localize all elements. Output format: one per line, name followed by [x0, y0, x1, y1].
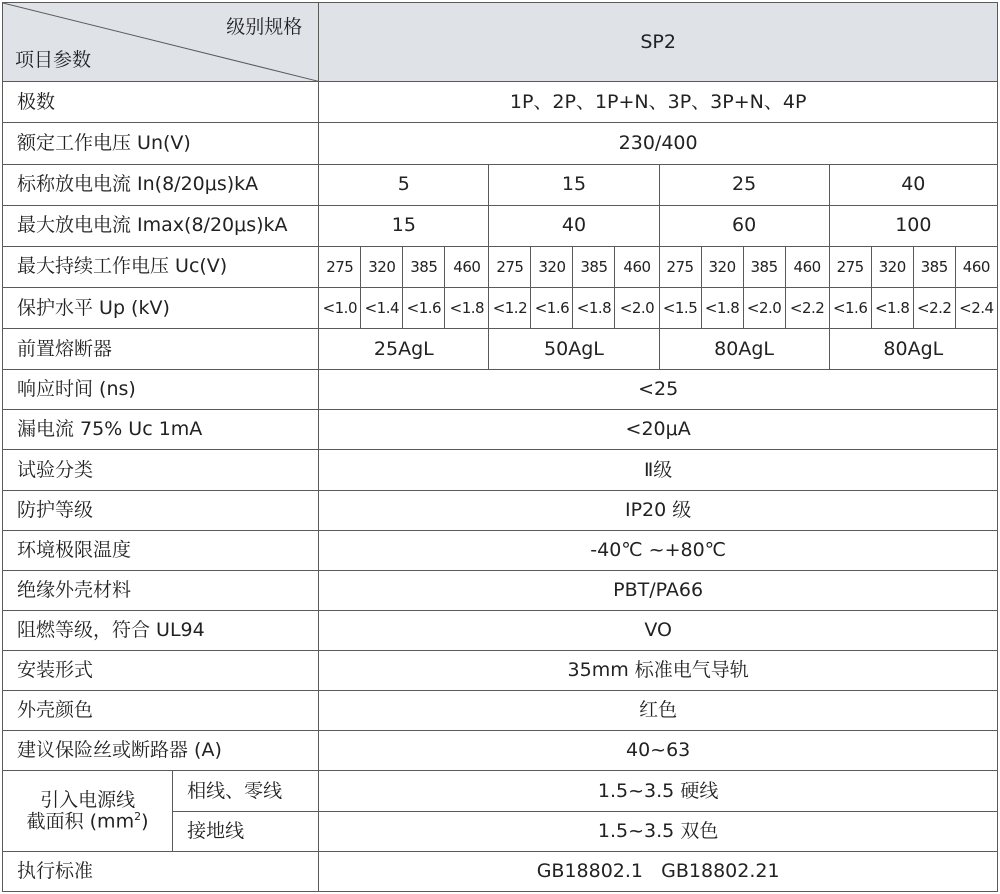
row-label: 安装形式	[3, 651, 319, 691]
value-cell: 275	[319, 246, 361, 287]
row-standard	[3, 851, 998, 891]
row-label: 环境极限温度	[3, 530, 319, 570]
value-cell: 5	[319, 164, 489, 205]
row-max-current	[3, 205, 998, 246]
row-poles	[3, 82, 998, 123]
value-cell: 100	[829, 205, 997, 246]
row-value: 40~63	[319, 731, 998, 771]
row-wire-phase	[3, 771, 998, 811]
row-value: PBT/PA66	[319, 570, 998, 610]
value-cell: 385	[573, 246, 615, 287]
value-cell: <2.0	[743, 287, 785, 328]
value-cell: <1.6	[531, 287, 573, 328]
row-label: 极数	[3, 82, 319, 123]
value-cell: 15	[489, 164, 659, 205]
row-label: 最大放电电流 Imax(8/20μs)kA	[3, 205, 319, 246]
row-label: 漏电流 75% Uc 1mA	[3, 410, 319, 450]
value-cell: <1.4	[361, 287, 403, 328]
value-cell: 80AgL	[659, 329, 829, 370]
value-cell: <1.6	[403, 287, 445, 328]
row-breaker	[3, 731, 998, 771]
value-cell: <1.6	[829, 287, 871, 328]
row-value: 35mm 标准电气导轨	[319, 651, 998, 691]
wire-section-label	[3, 771, 173, 851]
row-nominal-current	[3, 164, 998, 205]
header-row	[3, 3, 998, 82]
row-value: Ⅱ级	[319, 450, 998, 490]
row-label: 绝缘外壳材料	[3, 570, 319, 610]
value-cell: <2.0	[615, 287, 659, 328]
value-cell: 320	[361, 246, 403, 287]
row-label: 试验分类	[3, 450, 319, 490]
value-cell: 275	[829, 246, 871, 287]
row-value: 1.5~3.5 硬线	[319, 771, 998, 811]
value-cell: 320	[871, 246, 913, 287]
value-cell: 25	[659, 164, 829, 205]
corner-label-spec: 级别规格	[226, 16, 303, 38]
row-value: 1P、2P、1P+N、3P、3P+N、4P	[319, 82, 998, 123]
row-flame-rating	[3, 610, 998, 650]
row-label: 防护等级	[3, 490, 319, 530]
value-cell: 460	[785, 246, 829, 287]
value-cell: 385	[743, 246, 785, 287]
row-label: 额定工作电压 Un(V)	[3, 123, 319, 164]
row-value: IP20 级	[319, 490, 998, 530]
value-cell: <1.8	[701, 287, 743, 328]
row-label: 阻燃等级，符合 UL94	[3, 610, 319, 650]
spec-table	[2, 2, 998, 892]
value-cell: <2.2	[913, 287, 955, 328]
value-cell: 40	[489, 205, 659, 246]
corner-header-cell	[3, 3, 319, 82]
value-cell: 60	[659, 205, 829, 246]
value-cell: 460	[615, 246, 659, 287]
row-value: <20μA	[319, 410, 998, 450]
row-label: 外壳颜色	[3, 691, 319, 731]
model-header: SP2	[319, 3, 998, 82]
row-label: 建议保险丝或断路器 (A)	[3, 731, 319, 771]
corner-label-param: 项目参数	[15, 49, 92, 72]
row-mounting	[3, 651, 998, 691]
value-cell: <1.8	[871, 287, 913, 328]
row-label: 响应时间 (ns)	[3, 370, 319, 410]
value-cell: 460	[955, 246, 997, 287]
value-cell: 25AgL	[319, 329, 489, 370]
row-test-class	[3, 450, 998, 490]
value-cell: <1.5	[659, 287, 701, 328]
row-value: -40℃ ~+80℃	[319, 530, 998, 570]
row-value: 230/400	[319, 123, 998, 164]
row-fuse	[3, 329, 998, 370]
value-cell: 385	[403, 246, 445, 287]
wire-label-line1: 引入电源线	[40, 788, 136, 811]
row-protection-level	[3, 287, 998, 328]
row-rated-voltage	[3, 123, 998, 164]
value-cell: 275	[659, 246, 701, 287]
row-value: <25	[319, 370, 998, 410]
value-cell: 320	[531, 246, 573, 287]
value-cell: 320	[701, 246, 743, 287]
value-cell: <1.8	[445, 287, 489, 328]
value-cell: 275	[489, 246, 531, 287]
row-leakage	[3, 410, 998, 450]
row-label: 最大持续工作电压 Uc(V)	[3, 246, 319, 287]
value-cell: <1.8	[573, 287, 615, 328]
value-cell: <2.4	[955, 287, 997, 328]
row-temperature	[3, 530, 998, 570]
value-cell: 15	[319, 205, 489, 246]
row-value: 红色	[319, 691, 998, 731]
wire-phase-label: 相线、零线	[173, 771, 319, 811]
row-response-time	[3, 370, 998, 410]
row-housing-material	[3, 570, 998, 610]
row-value: VO	[319, 610, 998, 650]
value-cell: <2.2	[785, 287, 829, 328]
row-housing-color	[3, 691, 998, 731]
wire-label-line2: 截面积 $(mm^2)$	[26, 809, 149, 833]
row-label: 标称放电电流 In(8/20μs)kA	[3, 164, 319, 205]
value-cell: 40	[829, 164, 997, 205]
value-cell: <1.0	[319, 287, 361, 328]
value-cell: 50AgL	[489, 329, 659, 370]
row-value: 1.5~3.5 双色	[319, 811, 998, 851]
row-ip-rating	[3, 490, 998, 530]
value-cell: 385	[913, 246, 955, 287]
row-max-voltage	[3, 246, 998, 287]
value-cell: <1.2	[489, 287, 531, 328]
row-label: 执行标准	[3, 851, 319, 891]
wire-ground-label: 接地线	[173, 811, 319, 851]
row-value: GB18802.1 GB18802.21	[319, 851, 998, 891]
row-label: 前置熔断器	[3, 329, 319, 370]
value-cell: 80AgL	[829, 329, 997, 370]
value-cell: 460	[445, 246, 489, 287]
row-label: 保护水平 Up (kV)	[3, 287, 319, 328]
